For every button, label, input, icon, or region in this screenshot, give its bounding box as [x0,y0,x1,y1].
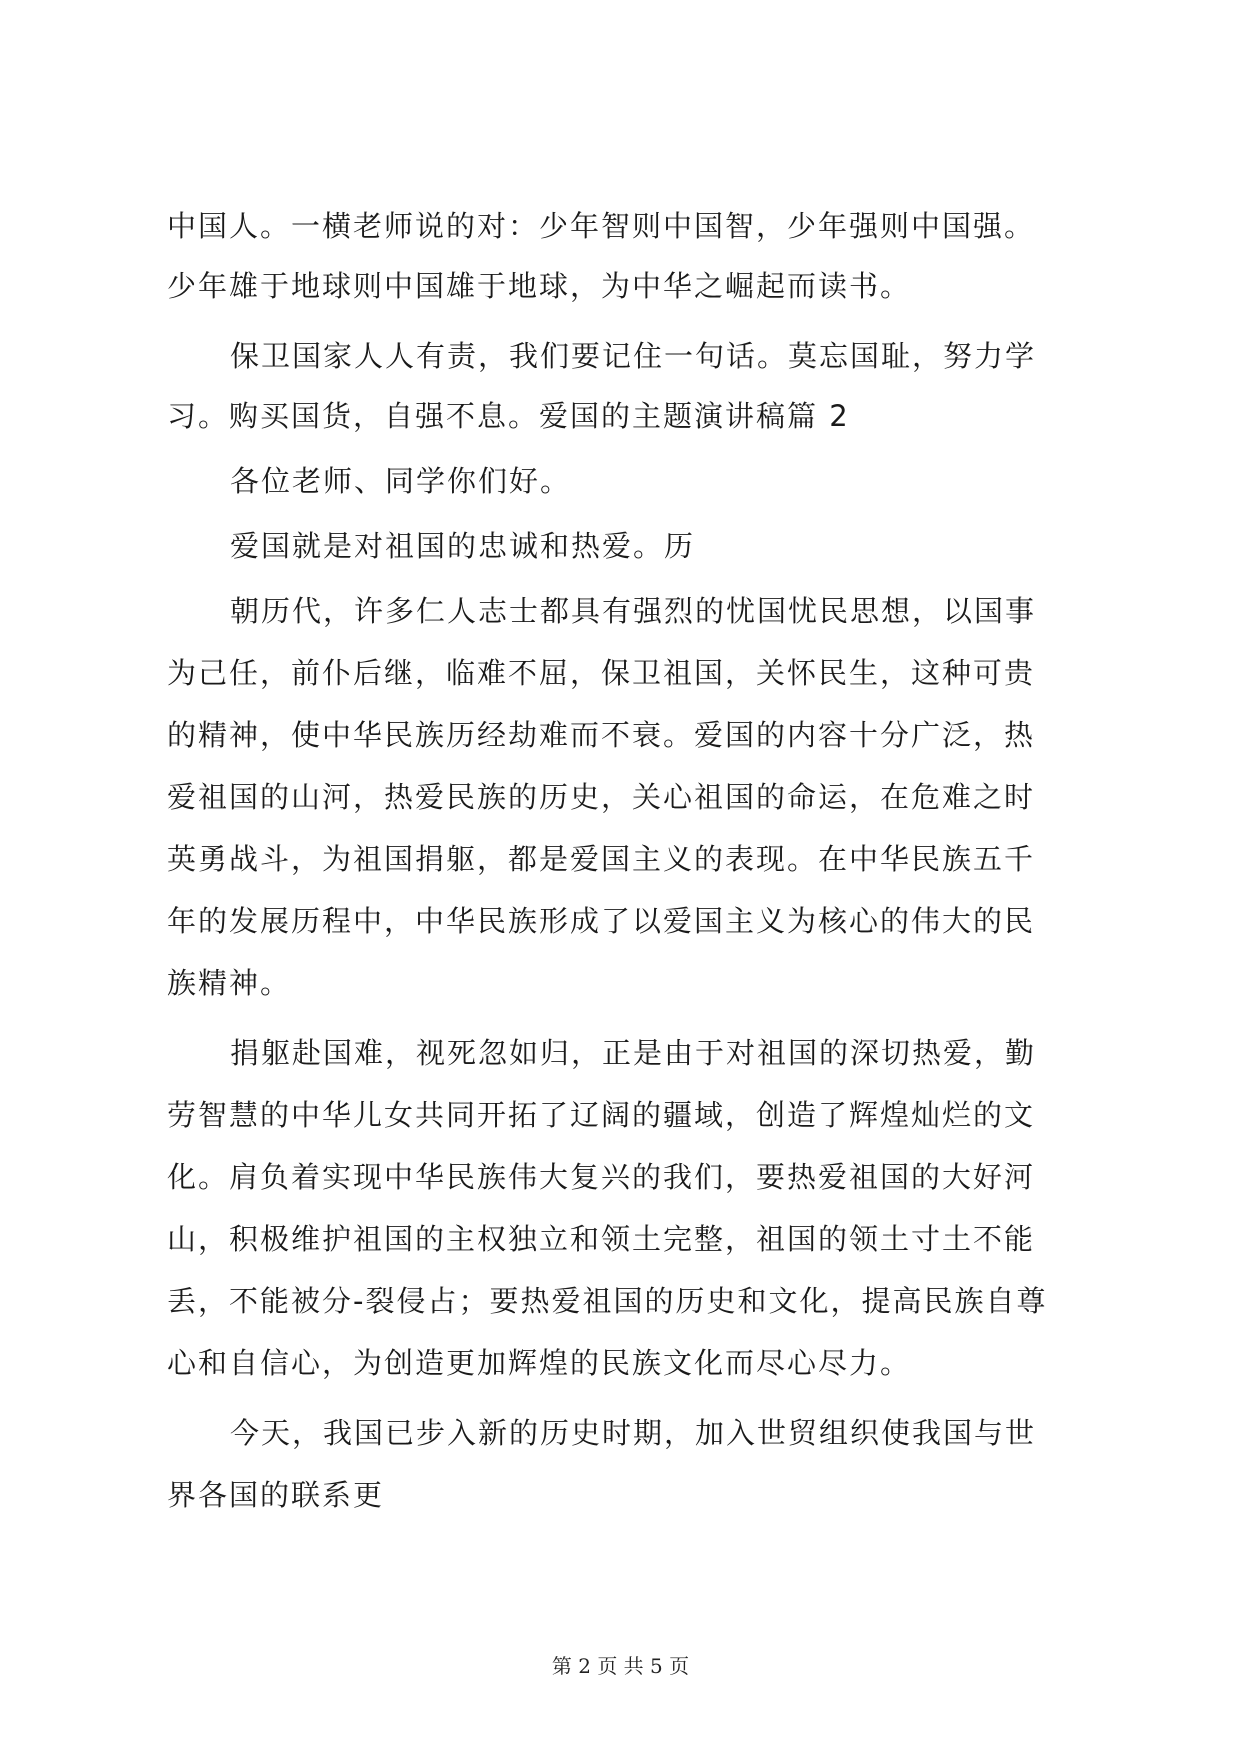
text-line: 山，积极维护祖国的主权独立和领土完整，祖国的领土寸土不能 [167,1222,1036,1256]
text-line: 劳智慧的中华儿女共同开拓了辽阔的疆域，创造了辉煌灿烂的文 [167,1098,1036,1132]
text-line: 的精神，使中华民族历经劫难而不衰。爱国的内容十分广泛，热 [167,718,1036,752]
text-line: 保卫国家人人有责，我们要记住一句话。莫忘国耻，努力学 [230,339,1037,373]
text-line: 丢，不能被分-裂侵占；要热爱祖国的历史和文化，提高民族自尊 [167,1284,1048,1318]
text-line: 爱祖国的山河，热爱民族的历史，关心祖国的命运，在危难之时 [167,780,1036,814]
text-line: 习。购买国货，自强不息。爱国的主题演讲稿篇 2 [167,399,850,433]
text-line: 英勇战斗，为祖国捐躯，都是爱国主义的表现。在中华民族五千 [167,842,1036,876]
text-line: 化。肩负着实现中华民族伟大复兴的我们，要热爱祖国的大好河 [167,1160,1036,1194]
text-line: 捐躯赴国难，视死忽如归，正是由于对祖国的深切热爱，勤 [230,1036,1037,1070]
text-line: 少年雄于地球则中国雄于地球，为中华之崛起而读书。 [167,269,912,303]
text-line: 朝历代，许多仁人志士都具有强烈的忧国忧民思想，以国事 [230,594,1037,628]
text-line: 族精神。 [167,966,292,1000]
text-line: 界各国的联系更 [167,1478,385,1512]
text-line: 今天，我国已步入新的历史时期，加入世贸组织使我国与世 [230,1416,1037,1450]
text-line: 年的发展历程中，中华民族形成了以爱国主义为核心的伟大的民 [167,904,1036,938]
text-line: 爱国就是对祖国的忠诚和热爱。历 [230,529,696,563]
text-line: 为己任，前仆后继，临难不屈，保卫祖国，关怀民生，这种可贵 [167,656,1036,690]
text-line: 各位老师、同学你们好。 [230,464,572,498]
page-footer: 第 2 页 共 5 页 [551,1654,690,1678]
text-line: 中国人。一横老师说的对：少年智则中国智，少年强则中国强。 [167,209,1036,243]
text-line: 心和自信心，为创造更加辉煌的民族文化而尽心尽力。 [167,1346,912,1380]
